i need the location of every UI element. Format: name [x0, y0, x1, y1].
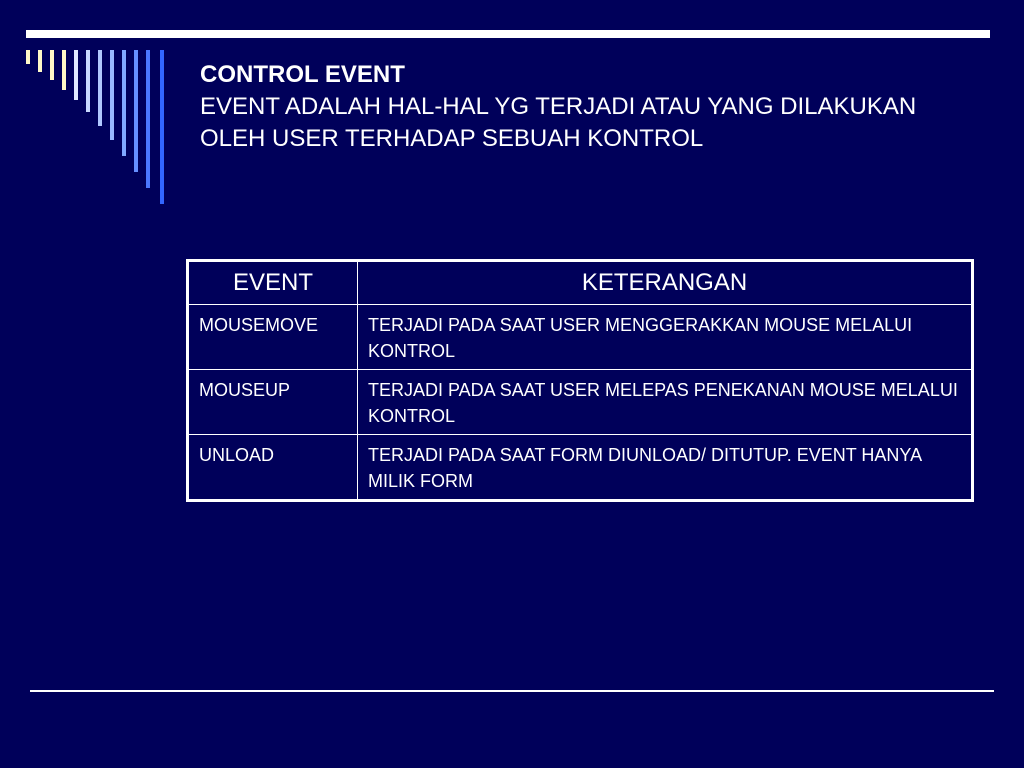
stripe — [110, 50, 114, 140]
event-cell: MOUSEMOVE — [188, 305, 358, 370]
event-cell: MOUSEUP — [188, 370, 358, 435]
table-header-row — [188, 261, 973, 305]
table-row — [188, 435, 973, 501]
stripe — [134, 50, 138, 172]
slide-heading: CONTROL EVENT — [200, 61, 405, 88]
stripe — [50, 50, 54, 80]
header-description: KETERANGAN — [358, 261, 973, 305]
slide-description: EVENT ADALAH HAL-HAL YG TERJADI ATAU YANG DILAKUKAN OLEH USER TERHADAP SEBUAH KONTROL — [200, 93, 917, 152]
description-cell: TERJADI PADA SAAT USER MELEPAS PENEKANAN MOUSE MELALUI KONTROL — [358, 370, 973, 435]
stripe — [74, 50, 78, 100]
stripe — [146, 50, 150, 188]
stripe — [62, 50, 66, 90]
stripe — [26, 50, 30, 64]
stripe — [86, 50, 90, 112]
stripe — [38, 50, 42, 72]
table-row — [188, 370, 973, 435]
events-table — [186, 259, 974, 502]
description-cell: TERJADI PADA SAAT USER MENGGERAKKAN MOUSE MELALUI KONTROL — [358, 305, 973, 370]
stripe — [160, 50, 164, 204]
event-cell: UNLOAD — [188, 435, 358, 501]
top-rule — [26, 30, 990, 38]
stripe — [122, 50, 126, 156]
description-cell: TERJADI PADA SAAT FORM DIUNLOAD/ DITUTUP. EVENT HANYA MILIK FORM — [358, 435, 973, 501]
stripe — [98, 50, 102, 126]
slide-title — [200, 59, 920, 155]
bottom-rule — [30, 690, 994, 692]
header-event: EVENT — [188, 261, 358, 305]
table-row — [188, 305, 973, 370]
